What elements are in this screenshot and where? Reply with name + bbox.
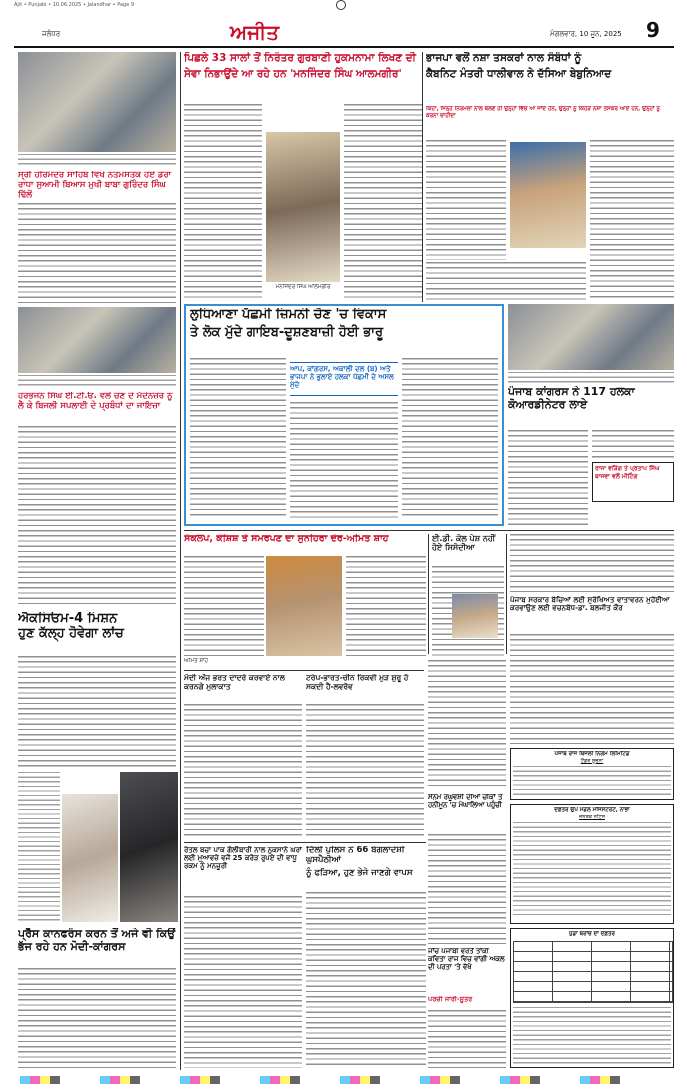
hukamnama-headline xyxy=(184,52,422,100)
advert-nabha-title: ਦਫ਼ਤਰ ਉਪ ਮੰਡਲ ਮੈਜਿਸਟਰੇਟ, ਨਾਭਾ xyxy=(554,807,630,813)
hukamnama-headline-line2: ਸੇਵਾ ਨਿਭਾਉਂਦੇ ਆ ਰਹੇ ਹਨ 'ਮਨਜਿੰਦਰ ਸਿੰਘ ਆਲਮਗੀਰ' xyxy=(184,68,402,81)
advert-nabha-body xyxy=(513,822,671,918)
sonam-body xyxy=(428,834,506,944)
delhi-headline-line1: ਦਿੱਲੀ ਪੁਲਿਸ ਨੇ 66 ਬੰਗਲਾਦੇਸ਼ੀ ਘੁਸਪੈਠੀਆਂ xyxy=(306,846,405,865)
meeting-caption xyxy=(18,375,176,389)
harbhajan-headline: ਹਰਭਜਨ ਸਿੰਘ ਈ.ਟੀ.ਓ. ਵਲੋਂ ਚੋਣ ਦੇ ਮੱਦੇਨਜ਼ਰ ਨੂੰ ਲੈ ਕੇ ਬਿਜਲੀ ਸਪਲਾਈ ਦੇ ਪ੍ਰਬੰਧਾਂ ਦਾ ਜਾਇਜ਼ਾ xyxy=(18,392,173,411)
sand-body xyxy=(184,896,302,1068)
advert-pudda xyxy=(510,928,674,1068)
astronaut-photo-girl xyxy=(62,794,118,922)
ludhiana-body-col3 xyxy=(402,358,498,518)
ludhiana-body-col2 xyxy=(290,402,398,518)
congress-inset xyxy=(592,462,674,502)
congress-body-col2 xyxy=(592,430,674,460)
hukamnama-body-col2 xyxy=(344,104,422,300)
page-header xyxy=(14,16,674,48)
axiom-headline xyxy=(18,612,182,652)
bjp-headline-line1: ਭਾਜਪਾ ਵਲੋਂ ਨਸ਼ਾ ਤਸਕਰਾਂ ਨਾਲ ਸੰਬੰਧਾਂ ਨੂੰ xyxy=(426,52,582,64)
ludhiana-box xyxy=(184,304,504,526)
congress-body-col1 xyxy=(508,430,588,526)
alamgir-photo xyxy=(266,132,340,282)
shubhanshu-caption xyxy=(18,772,60,922)
punjab-gov-headline: ਪੰਜਾਬ ਸਰਕਾਰ ਬੱਚਿਆਂ ਲਈ ਸੁਰੱਖਿਅਤ ਵਾਤਾਵਰਨ ਮੁਹੱਈਆ ਕਰਵਾਉਣ ਲਈ ਵਚਨਬੱਧ-ਡਾ. ਬਲਜੀਤ ਕੌਰ xyxy=(510,596,670,613)
dhaliwal-photo xyxy=(510,142,586,248)
advert-pudda-body xyxy=(513,1007,671,1067)
pm-mrs-body xyxy=(18,968,176,1068)
sand-headline: ਰੇਤਲ ਬਚਾ ਪਾਕ ਗੋਲੀਬਾਰੀ ਨਾਲ ਨੁਕਸਾਨੇ ਘਰਾਂ ਲਈ ਮੁਆਵਜ਼ੇ ਵਜੋਂ 25 ਕਰੋੜ ਰੁਪਏ ਦੀ ਵਾਧੂ ਰਕਮ ਨੂੰ ਮਨਜ਼ੂਰੀ xyxy=(184,846,302,871)
congress-photo xyxy=(508,304,674,370)
congress-headline: ਪੰਜਾਬ ਕਾਂਗਰਸ ਨੇ 117 ਹਲਕਾ ਕੋਆਰਡੀਨੇਟਰ ਲਾਏ xyxy=(508,386,635,411)
ludhiana-headline-line2: ਤੇ ਲੋਕ ਮੁੱਦੇ ਗਾਇਬ-ਦੂਸ਼ਣਬਾਜ਼ੀ ਹੋਈ ਭਾਰੂ xyxy=(190,324,384,340)
amit-shah-body-col2 xyxy=(346,556,426,656)
ludhiana-body-col1 xyxy=(190,358,286,518)
header-city: ਜਲੰਧਰ xyxy=(42,30,61,38)
bjp-body-col1 xyxy=(426,140,506,260)
registration-mark-icon xyxy=(336,0,346,10)
meeting-photo xyxy=(18,307,176,373)
amit-shah-body-col1 xyxy=(184,556,264,656)
axiom-headline-line2: ਹੁਣ ਕੱਲ੍ਹ ਹੋਵੇਗਾ ਲਾਂਚ xyxy=(18,625,124,641)
bjp-subhead: ਕਿਹਾ, ਜਿਨ੍ਹੇ ਨਿਰਮਲਾ ਨਾਲ ਬੋਲਣੇ ਹੀ ਉਨ੍ਹਾਂ ਵਿੱਚ ਆ ਜਾਂਦੇ ਹਨ, ਉਨ੍ਹਾਂ ਨੂੰ ਕਿਹੜੇ ਨਸ਼ਾ ਤਸਕਰ ਆਏ ਹਨ, ਉਨ੍ਹਾਂ ਨੂੰ ਕਰਨਾ ਚਾਹੀਦਾ xyxy=(426,106,660,120)
bjp-body-col1b xyxy=(426,262,586,302)
harmandir-photo xyxy=(18,52,176,152)
amit-shah-headline: ਸੰਕਲਪ, ਕੋਸ਼ਿਸ਼ ਤੇ ਸਮਰਪਣ ਦਾ ਸੁਨਹਿਰਾ ਦੌਰ-ਅਮਿਤ ਸ਼ਾਹ xyxy=(184,534,389,544)
masthead-logo: ਅਜੀਤ xyxy=(230,20,280,44)
akal-headline: ਜਾਂਚ ਪੰਜਾਬੀ ਵਰਤੋਂ ਤਾਂਕੀ ਕਵਿਤਾ ਰਾਜ ਵਿਚ ਵਾਂਗੀ ਅਕਲ ਦੀ ਪਰਤਾ 'ਤੇ ਵੱਖੋ xyxy=(428,948,505,971)
header-date: ਮੰਗਲਵਾਰ, 10 ਜੂਨ, 2025 xyxy=(550,30,622,38)
ludhiana-callout: ਆਪ, ਕਾਂਗਰਸ, ਅਕਾਲੀ ਦਲ (ਬ) ਅਤੇ ਭਾਜਪਾ ਨੇ ਭੁਲਾਏ ਹਲਕਾ ਪੱਛਮੀ ਦੇ ਅਸਲ ਮੁੱਦੇ xyxy=(290,362,398,396)
akal-subhead: ਪਰਚੀ ਜਾਰੀ-ਸੂਤਰ xyxy=(428,996,473,1003)
advert-tender-body xyxy=(513,766,671,796)
modi-govt-headline: ਮੋਦੀ ਅੱਜ ਭਰਤ ਦਾਦਰੇ ਕਰਵਾਏ ਨਾਲ ਕਰਨਗੇ ਮੁਲਾਕਾਤ xyxy=(184,674,285,691)
delhi-headline-line2: ਨੂੰ ਫੜਿਆ, ਹੁਣ ਭੇਜੇ ਜਾਣਗੇ ਵਾਪਸ xyxy=(306,867,413,878)
congress-inset-text: ਰਾਜਾ ਵੜਿੰਗ ਤੇ ਪ੍ਰਤਾਪ ਸਿੰਘ ਬਾਜਵਾ ਵਲੋਂ ਮੀਟਿੰਗ xyxy=(595,465,660,480)
punjab-gov-body xyxy=(510,634,674,744)
amit-shah-photo xyxy=(266,556,342,656)
harmandir-photo-caption xyxy=(18,154,176,168)
ed-headline: ਈ.ਡੀ. ਕੋਲ ਪੇਸ਼ ਨਹੀਂ ਹੋਏ ਸਿਸੋਦੀਆ xyxy=(432,534,496,553)
akal-body xyxy=(428,1010,506,1068)
pm-mrs-headline: ਪ੍ਰੈੱਸ ਕਾਨਫਰੰਸ ਕਰਨ ਤੋਂ ਅਜੇ ਵੀ ਕਿਉਂ ਭੱਜ ਰਹੇ ਹਨ ਮੋਦੀ-ਕਾਂਗਰਸ xyxy=(18,928,176,953)
modi-govt-body xyxy=(184,704,302,838)
alamgir-caption: ਮਨਜਿੰਦਰ ਸਿੰਘ ਆਲਮਗੀਰ xyxy=(275,284,331,290)
axiom-body xyxy=(18,656,176,768)
advert-tender-subtitle: ਟੈਂਡਰ ਸੂਚਨਾ xyxy=(580,758,604,764)
imprint-line: Ajit • Punjabi • 10.06.2025 • Jalandhar • Page 9 xyxy=(14,2,135,8)
advert-pudda-title: ਪੁੱਡਾ ਬਰਾਂਚ ਦਾ ਦਫ਼ਤਰ xyxy=(569,931,615,937)
advert-nabha xyxy=(510,804,674,924)
harmandir-headline: ਸ੍ਰੀ ਹਰਿਮੰਦਰ ਸਾਹਿਬ ਵਿਖੇ ਨਤਮਸਤਕ ਹੋਏ ਡੇਰਾ ਰਾਧਾ ਸੁਆਮੀ ਬਿਆਸ ਮੁਖੀ ਬਾਬਾ ਗੁਰਿੰਦਰ ਸਿੰਘ ਢਿੱਲੋਂ xyxy=(18,171,172,199)
trump-headline: ਟਰੰਪ-ਭਾਰਤ-ਚੀਨ ਰਿਕਵੀ ਮੁੜ ਸ਼ੁਰੂ ਹੋ ਸਕਦੀ ਹੈ-ਲਵਰੋਵ xyxy=(306,674,409,691)
astronaut-photo-man xyxy=(120,772,178,922)
advert-tender xyxy=(510,748,674,800)
page-number: 9 xyxy=(646,18,660,42)
bjp-body-col2 xyxy=(590,140,674,300)
hukamnama-body-col1 xyxy=(184,104,262,300)
advert-tender-title: ਪੰਜਾਬ ਰਾਜ ਬਿਜਲੀ ਨਿਗਮ ਲਿਮਿਟਿਡ xyxy=(554,751,630,757)
harmandir-body xyxy=(18,203,176,303)
sonam-headline: ਸੋਨਮ ਰਘੂਵੰਸ਼ੀ ਦੀਆਂ ਚੀਕਾਂ ਤੇ ਹਨੀਮੂਨ 'ਚ ਮੇਘਾਲਿਆ ਪਹੁੰਚੀ xyxy=(428,794,503,809)
advert-pudda-table xyxy=(513,941,673,1003)
bjp-headline xyxy=(426,52,674,102)
congress-body-col3 xyxy=(510,534,674,592)
delhi-body xyxy=(306,892,426,1068)
trump-body xyxy=(306,704,424,838)
amit-shah-photo-caption: ਅਮਿਤ ਸ਼ਾਹ xyxy=(184,658,209,664)
color-bar xyxy=(20,1076,660,1084)
delhi-headline xyxy=(306,846,426,886)
sisodia-body-cont xyxy=(428,660,506,790)
advert-nabha-subtitle: ਜਨਤਕ ਨੋਟਿਸ xyxy=(579,814,605,820)
congress-caption xyxy=(508,372,674,384)
hukamnama-headline-line1: ਪਿਛਲੇ 33 ਸਾਲਾਂ ਤੋਂ ਨਿਰੰਤਰ ਗੁਰਬਾਣੀ ਹੁਕਮਨਾਮਾ ਲਿਖਣ ਦੀ xyxy=(184,52,416,64)
sisodia-photo xyxy=(452,594,498,638)
bjp-headline-line2: ਕੈਬਨਿਟ ਮੰਤਰੀ ਧਾਲੀਵਾਲ ਨੇ ਦੱਸਿਆ ਬੇਬੁਨਿਆਦ xyxy=(426,68,612,81)
harbhajan-body xyxy=(18,426,176,608)
axiom-headline-line1: ਐਕਸਿਓਮ-4 ਮਿਸ਼ਨ xyxy=(18,612,118,626)
ludhiana-headline xyxy=(190,308,500,354)
ludhiana-headline-line1: ਲੁਧਿਆਣਾ ਪੱਛਮੀ ਜ਼ਿਮਨੀ ਚੋਣ 'ਚ ਵਿਕਾਸ xyxy=(190,308,387,322)
